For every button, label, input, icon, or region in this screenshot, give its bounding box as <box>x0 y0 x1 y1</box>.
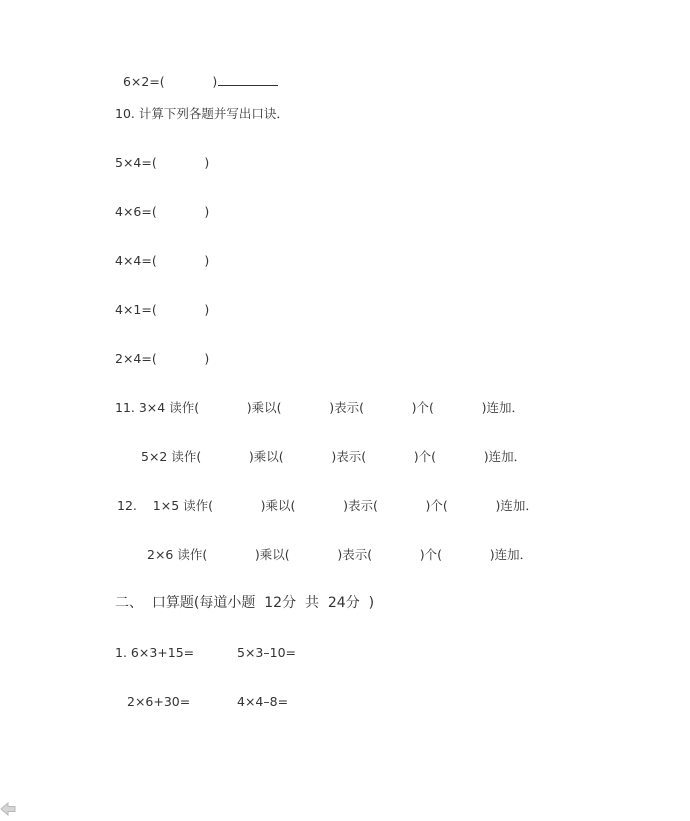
q9-equation-line <box>115 57 278 90</box>
section2-title: 二、 口算题(每道小题 12分 共 24分 ) <box>115 595 375 611</box>
q10-item-a: 5×4=( ) <box>115 155 210 170</box>
q11-item-a: 11. 3×4 读作( )乘以( )表示( )个( )连加． <box>115 400 524 415</box>
q10-item-d: 4×1=( ) <box>115 302 210 317</box>
s2-q1-a: 1. 6×3+15= <box>115 645 195 660</box>
s2-q1-b: 5×3–10= <box>237 645 297 660</box>
s2-q2-a: 2×6+30= <box>127 694 191 709</box>
q10-item-e: 2×4=( ) <box>115 351 210 366</box>
q10-title: 10. 计算下列各题并写出口诀． <box>115 106 289 121</box>
q9-equation: 6×2=( ) <box>122 74 218 89</box>
q11-item-b: 5×2 读作( )乘以( )表示( )个( )连加． <box>141 449 527 464</box>
q12-item-b: 2×6 读作( )乘以( )表示( )个( )连加． <box>147 547 533 562</box>
back-arrow-icon[interactable] <box>0 801 16 817</box>
q10-item-c: 4×4=( ) <box>115 253 210 268</box>
answer-underline <box>218 73 278 86</box>
s2-q2-b: 4×4–8= <box>237 694 289 709</box>
q10-item-b: 4×6=( ) <box>115 204 210 219</box>
q12-item-a: 12. 1×5 读作( )乘以( )表示( )个( )连加． <box>117 498 538 513</box>
